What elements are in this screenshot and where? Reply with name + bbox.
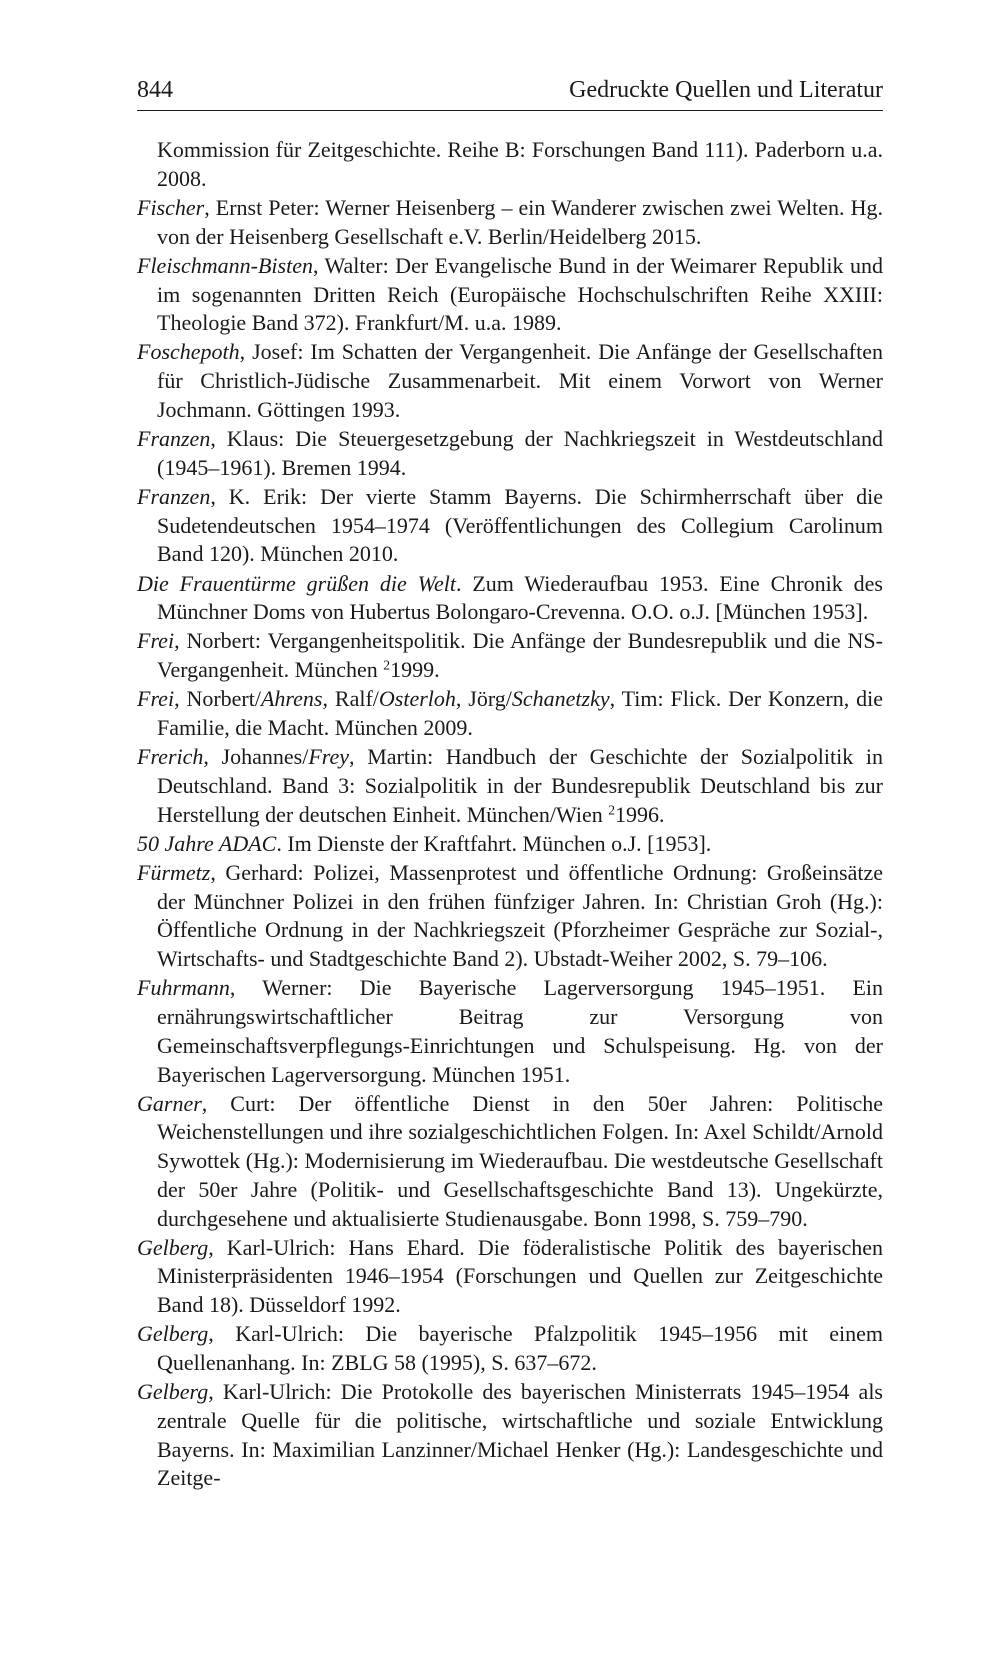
entry-author-or-title: Schanetzky	[511, 686, 610, 712]
bibliography-entry	[137, 974, 883, 1089]
entry-text: , Martin: Handbuch der Geschichte der Sozialpolitik in Deutschland. Band 3: Sozialpolitik in der Bundesrepublik Deutschland bis zur Herstellung der deutschen Einheit. München/Wien	[157, 744, 883, 827]
entry-text: , Tim: Flick. Der Konzern, die Familie, die Macht. München 2009.	[157, 686, 883, 741]
entry-text: 1996.	[615, 801, 665, 827]
entry-text: . Im Dienste der Kraftfahrt. München o.J. [1953].	[276, 830, 712, 856]
entry-text: Kommission für Zeitgeschichte. Reihe B: Forschungen Band 111). Paderborn u.a. 2008.	[157, 137, 883, 191]
entry-author-or-title: Gelberg	[137, 1234, 209, 1260]
edition-superscript: 2	[383, 657, 391, 673]
bibliography-entry	[137, 194, 883, 251]
running-title: Gedruckte Quellen und Literatur	[569, 77, 883, 103]
entry-text: , Norbert/	[174, 686, 261, 712]
edition-superscript: 2	[608, 802, 616, 818]
entry-author-or-title: Osterloh	[378, 686, 456, 712]
entry-author-or-title: Ahrens	[260, 686, 323, 712]
entry-text: , Karl-Ulrich: Die Protokolle des bayerischen Ministerrats 1945–1954 als zentrale Quelle für die politische, wirtschaftliche und soziale Entwicklung Bayerns. In: Maximilian Lanzinner/Michael Henker (Hg.): Landesgeschichte und Zeitge-	[157, 1379, 883, 1491]
entry-author-or-title: Franzen	[137, 426, 211, 452]
entry-text: , Curt: Der öffentliche Dienst in den 50er Jahren: Politische Weichenstellungen und ihre sozialgeschichtlichen Folgen. In: Axel Schildt/Arnold Sywottek (Hg.): Modernisierung im Wiederaufbau. Die westdeutsche Gesellschaft der 50er Jahre (Politik- und Gesellschaftsgeschichte Band 13). Ungekürzte, durchgesehene und aktualisierte Studienausgabe. Bonn 1998, S. 759–790.	[157, 1090, 883, 1231]
entry-author-or-title: Gelberg	[137, 1379, 209, 1405]
entry-author-or-title: Foschepoth	[137, 339, 240, 365]
entry-author-or-title: Frey	[308, 744, 350, 770]
bibliography-entry	[137, 1234, 883, 1320]
entry-author-or-title: Frei	[137, 628, 175, 654]
entry-text: , Ernst Peter: Werner Heisenberg – ein Wanderer zwischen zwei Welten. Hg. von der Heisenberg Gesellschaft e.V. Berlin/Heidelberg 2015.	[157, 194, 883, 249]
entry-text: , Werner: Die Bayerische Lagerversorgung 1945–1951. Ein ernährungswirtschaftlicher Beitrag zur Versorgung von Gemeinschaftsverpflegungs-Einrichtungen und Schulspeisung. Hg. von der Bayerischen Lagerversorgung. München 1951.	[157, 975, 883, 1087]
entry-author-or-title: Fürmetz	[137, 860, 211, 886]
entry-text: , K. Erik: Der vierte Stamm Bayerns. Die Schirmherrschaft über die Sudetendeutschen 1954–1974 (Veröffentlichungen des Collegium Carolinum Band 120). München 2010.	[157, 483, 883, 567]
bibliography-entry	[137, 1320, 883, 1377]
book-page	[137, 76, 883, 1494]
entry-text: , Karl-Ulrich: Die bayerische Pfalzpolitik 1945–1956 mit einem Quellenanhang. In: ZBLG 58 (1995), S. 637–672.	[157, 1321, 883, 1376]
entry-text: , Klaus: Die Steuergesetzgebung der Nachkriegszeit in Westdeutschland (1945–1961). Bremen 1994.	[157, 426, 883, 480]
entry-text: , Johannes/	[203, 744, 309, 770]
entry-author-or-title: 50 Jahre ADAC	[137, 830, 277, 856]
entry-text: . Zum Wiederaufbau 1953. Eine Chronik des Münchner Doms von Hubertus Bolongaro-Crevenna. O.O. o.J. [München 1953].	[157, 570, 883, 625]
bibliography-entry	[137, 338, 883, 424]
bibliography-entry	[137, 1378, 883, 1493]
entry-author-or-title: Fleischmann-Bisten	[137, 252, 313, 278]
bibliography-entry	[137, 743, 883, 829]
entry-text: , Norbert: Vergangenheitspolitik. Die Anfänge der Bundesrepublik und die NS-Vergangenheit. München	[157, 628, 883, 683]
bibliography-entry	[137, 685, 883, 742]
bibliography-list	[137, 136, 883, 1493]
page-number: 844	[137, 77, 173, 103]
entry-author-or-title: Frei	[137, 686, 175, 712]
entry-text: , Gerhard: Polizei, Massenprotest und öffentliche Ordnung: Großeinsätze der Münchner Polizei in den frühen fünfziger Jahren. In: Christian Groh (Hg.): Öffentliche Ordnung in der Nachkriegszeit (Pforzheimer Gespräche zur Sozial-, Wirtschafts- und Stadtgeschichte Band 2). Ubstadt-Weiher 2002, S. 79–106.	[157, 860, 883, 972]
running-header	[137, 76, 883, 111]
bibliography-entry-continuation	[137, 136, 883, 193]
bibliography-entry	[137, 252, 883, 338]
bibliography-entry	[137, 1090, 883, 1234]
entry-text: , Ralf/	[322, 686, 379, 712]
bibliography-entry	[137, 627, 883, 684]
bibliography-entry	[137, 830, 883, 859]
entry-text: , Walter: Der Evangelische Bund in der Weimarer Republik und im sogenannten Dritten Reich (Europäische Hochschulschriften Reihe XXIII: Theologie Band 372). Frankfurt/M. u.a. 1989.	[157, 252, 883, 336]
bibliography-entry	[137, 483, 883, 569]
entry-author-or-title: Fuhrmann	[137, 975, 230, 1001]
bibliography-entry	[137, 570, 883, 627]
entry-author-or-title: Franzen	[137, 483, 211, 509]
entry-author-or-title: Gelberg	[137, 1321, 209, 1347]
entry-text: , Jörg/	[455, 686, 512, 712]
bibliography-entry	[137, 859, 883, 974]
bibliography-entry	[137, 425, 883, 482]
entry-author-or-title: Frerich	[137, 744, 204, 770]
entry-author-or-title: Garner	[137, 1090, 202, 1116]
entry-author-or-title: Die Frauentürme grüßen die Welt	[137, 570, 456, 596]
entry-text: , Karl-Ulrich: Hans Ehard. Die föderalistische Politik des bayerischen Ministerpräsidenten 1946–1954 (Forschungen und Quellen zur Zeitgeschichte Band 18). Düsseldorf 1992.	[157, 1234, 883, 1318]
entry-author-or-title: Fischer	[137, 194, 205, 220]
entry-text: 1999.	[390, 657, 440, 683]
entry-text: , Josef: Im Schatten der Vergangenheit. Die Anfänge der Gesellschaften für Christlich-Jüdische Zusammenarbeit. Mit einem Vorwort von Werner Jochmann. Göttingen 1993.	[157, 339, 883, 422]
